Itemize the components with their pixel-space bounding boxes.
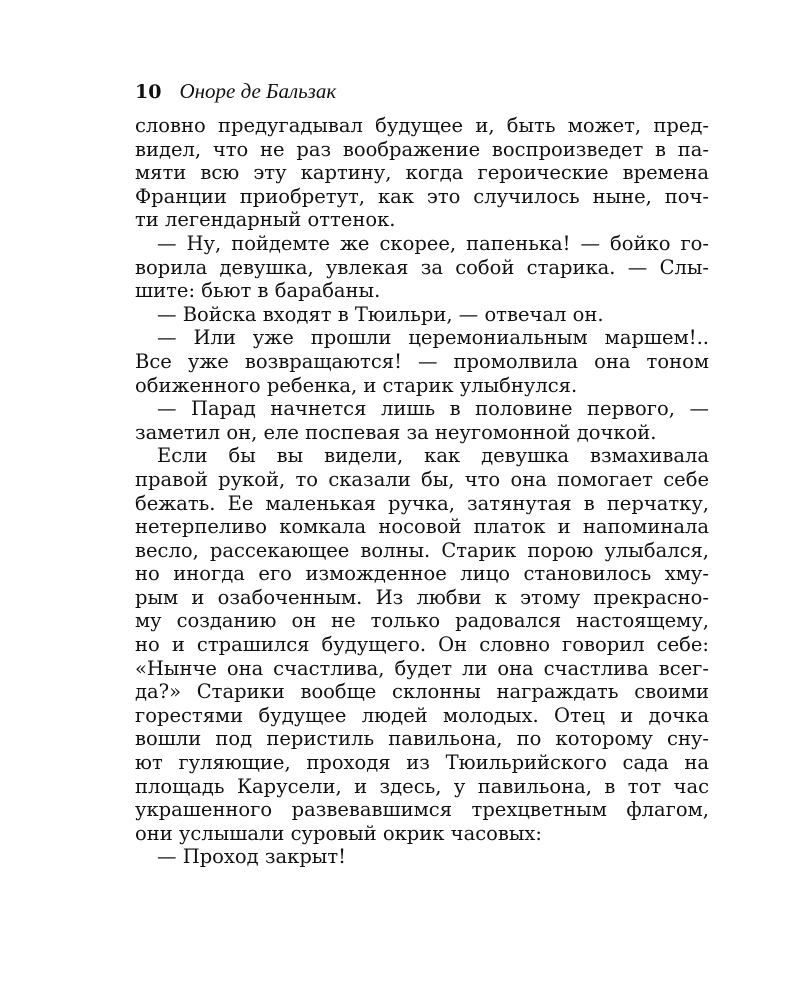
text-line: — Ну, пойдемте же скорее, папенька! — бойко го- [157,231,709,255]
running-head [135,78,336,104]
text-line: площадь Карусели, и здесь, у павильона, в тот час [135,774,709,798]
text-line: Все уже возвращаются! — промолвила она тоном [135,349,709,373]
text-line: — Проход закрыт! [157,845,346,869]
text-line: ют гуляющие, проходя из Тюильрийского сада на [135,751,709,775]
text-line: ти легендарный оттенок. [135,208,396,232]
text-line: обиженного ребенка, и старик улыбнулся. [135,373,578,397]
text-line: видел, что не раз воображение воспроизведет в па- [135,137,709,161]
text-line: ворила девушка, увлекая за собой старика. — Слы- [135,255,709,279]
text-line: му созданию он не только радовался настоящему, [135,609,709,633]
text-line: мяти всю эту картину, когда героические времена [135,161,709,185]
text-line: «Нынче она счастлива, будет ли она счастлива всег- [135,656,709,680]
running-head-author: Оноре де Бальзак [179,79,337,103]
text-line: заметил он, еле поспевая за неугомонной дочкой. [135,420,657,444]
text-line: словно предугадывал будущее и, быть может, пред- [135,114,709,137]
text-line: да?» Старики вообще склонны награждать своими [135,680,709,704]
text-line: — Парад начнется лишь в половине первого, — [157,397,709,421]
body-text [135,114,709,869]
text-line: украшенного развевавшимся трехцветным флагом, [135,798,709,822]
text-line: горестями будущее людей молодых. Отец и дочка [135,703,709,727]
text-line: правой рукой, то сказали бы, что она помогает себе [135,467,709,491]
page-number: 10 [135,81,162,103]
text-line: нетерпеливо комкала носовой платок и напоминала [135,515,709,539]
text-line: Если бы вы видели, как девушка взмахивала [157,444,709,468]
text-line: Франции приобретут, как это случилось ныне, поч- [135,184,709,208]
text-line: рым и озабоченным. Из любви к этому прекрасно- [135,585,709,609]
text-line: но и страшился будущего. Он словно говорил себе: [135,633,709,657]
text-line: они услышали суровый окрик часовых: [135,821,542,845]
text-line: но иногда его изможденное лицо становилось хму- [135,562,709,586]
text-line: — Или уже прошли церемониальным маршем!.. [157,326,709,350]
text-line: — Войска входят в Тюильри, — отвечал он. [157,302,604,326]
text-line: шите: бьют в барабаны. [135,279,381,303]
text-line: весло, рассекающее волны. Старик порою улыбался, [135,538,709,562]
text-line: бежать. Ее маленькая ручка, затянутая в перчатку, [135,491,709,515]
text-line: вошли под перистиль павильона, по которому сну- [135,727,709,751]
